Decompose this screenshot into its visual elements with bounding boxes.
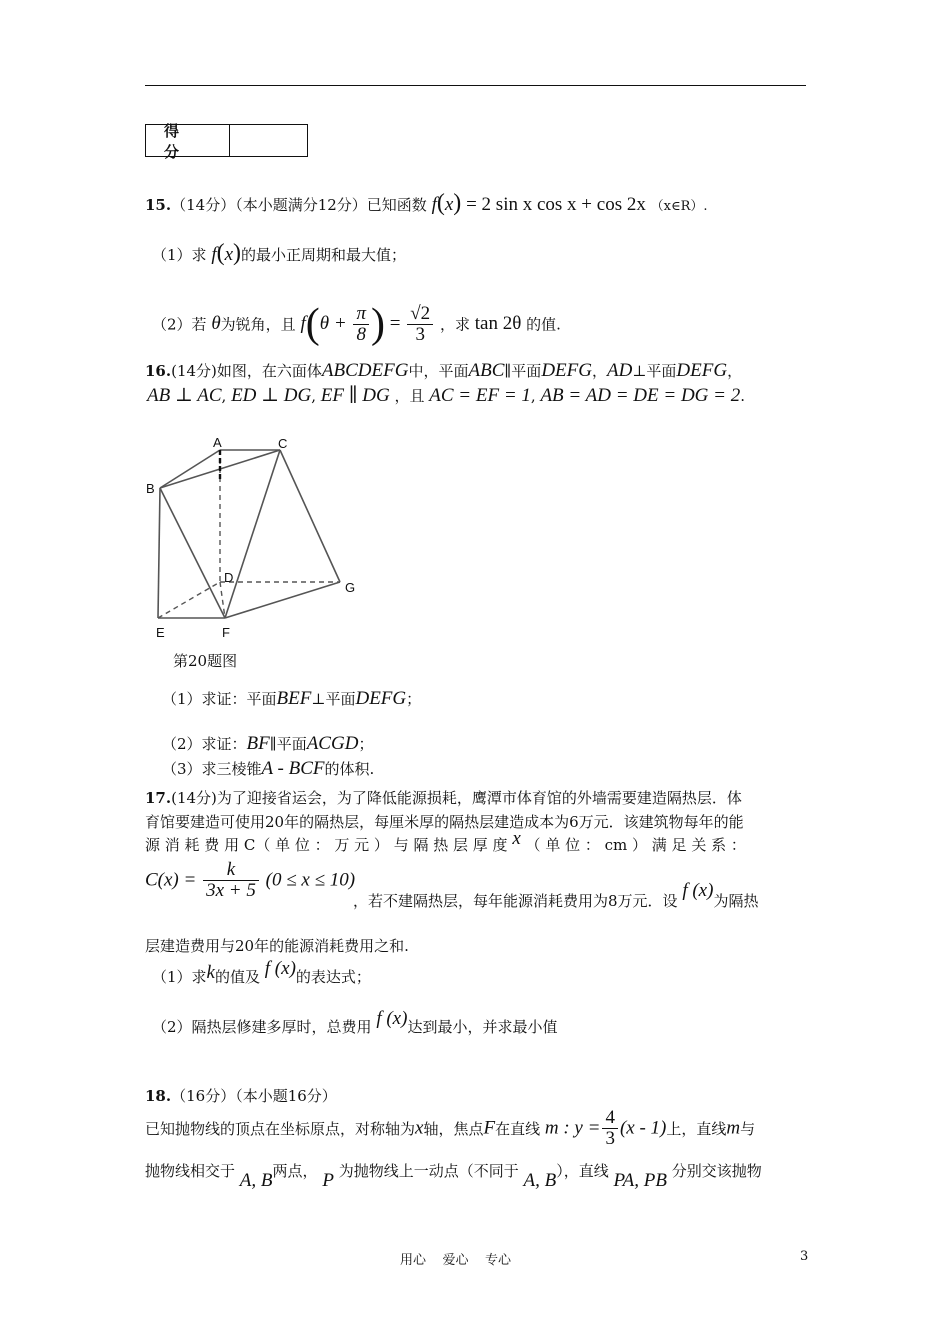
q18-number: 18. <box>145 1087 172 1105</box>
q15-marks: （14分） <box>171 196 236 214</box>
score-box <box>145 121 308 161</box>
q16-number: 16. <box>145 362 172 380</box>
q15-pi: π <box>353 304 369 325</box>
q16-p2-end: ； <box>358 735 374 753</box>
q16-p2-bf: BF <box>246 733 270 754</box>
q18-l1c: 在直线 <box>495 1120 541 1138</box>
q17-number: 17. <box>145 789 172 807</box>
q18-l1d: 上，直线 <box>666 1120 727 1138</box>
q18-l2c: 为抛物线上一动点（不同于 <box>338 1162 519 1180</box>
q15-comma-ask: ，求 <box>439 315 470 334</box>
q16-p1-end: ； <box>406 690 422 708</box>
q17-den: 3x + 5 <box>206 880 256 901</box>
vertex-label-c: C <box>278 436 288 451</box>
q18-papb: PA, PB <box>613 1170 667 1191</box>
q16-parallel: ∥平面 <box>504 362 542 380</box>
q16-eq1: AC = EF = 1 <box>429 385 531 406</box>
q18-l1a: 已知抛物线的顶点在坐标原点，对称轴为 <box>145 1120 416 1138</box>
q18-l1e: 与 <box>740 1120 756 1138</box>
q17-line1: 为了迎接省运会，为了降低能源损耗，鹰潭市体育馆的外墙需要建造隔热层．体 <box>216 789 742 807</box>
q17-cx: C(x) = <box>145 869 197 891</box>
header-rule <box>145 85 806 86</box>
vertex-label-b: B <box>146 481 155 496</box>
q15-domain: （x∈R）. <box>650 199 708 214</box>
q16-p1-prefix: （1）求证：平面 <box>162 690 277 708</box>
q17-marks: (14分) <box>171 789 217 807</box>
q16-defg2: DEFG <box>676 360 728 381</box>
q16-p1-bef: BEF <box>276 688 312 709</box>
q17-p1-fx: f (x) <box>264 958 296 979</box>
q16-eq2: AB = AD = DE = DG = 2 <box>540 385 741 406</box>
q17-p1-mid: 的值及 <box>214 968 260 986</box>
question-16-part-1 <box>162 688 421 710</box>
q18-F: F <box>483 1117 496 1139</box>
page-number: 3 <box>800 1249 809 1264</box>
q18-l2e: 分别交该抛物 <box>671 1162 762 1180</box>
q16-comma2: ， <box>727 362 743 380</box>
q15-theta: θ <box>211 313 221 334</box>
q15-theta-plus: θ + <box>319 313 347 334</box>
q15-p2-suffix: 的值. <box>526 315 561 334</box>
question-15-stem: 15.（14分）（本小题满分12分）已知函数 f(x) = 2 sin x cos x + cos 2x （x∈R）. <box>145 190 708 216</box>
q18-three: 3 <box>605 1128 615 1149</box>
vertex-label-g: G <box>345 580 356 595</box>
q17-line4-end: 为隔热 <box>713 892 759 910</box>
q16-rel1: AB ⊥ AC <box>147 385 222 406</box>
q15-p1-suffix: 的最小正周期和最大值； <box>241 246 407 264</box>
q17-p2-fx: f (x) <box>376 1008 408 1029</box>
q16-comma: ， <box>591 362 607 380</box>
q15-sqrt2: √2 <box>407 304 433 325</box>
question-16-stem-line-2: AB ⊥ AC, ED ⊥ DG, EF ∥ DG ，且 AC = EF = 1, AB = AD = DE = DG = 2. <box>147 385 745 406</box>
q15-tan: tan 2θ <box>474 313 522 334</box>
q17-p1-k: k <box>206 962 215 983</box>
question-15-part-1: （1）求 f(x)的最小正周期和最大值； <box>152 240 407 266</box>
q17-line4: ，若不建隔热层，每年能源消耗费用为8万元．设 <box>353 892 678 910</box>
q17-p2-end: 达到最小，并求最小值 <box>407 1018 558 1036</box>
vertex-label-d: D <box>224 570 234 585</box>
q15-rhs: = 2 sin x cos x + cos 2x <box>466 194 646 215</box>
score-label: 得分 <box>146 125 230 156</box>
q18-l1b: 轴，焦点 <box>423 1120 484 1138</box>
q15-p2-func: f <box>300 313 306 334</box>
question-17-line-4 <box>353 880 759 912</box>
q16-p3-prefix: （3）求三棱锥 <box>162 760 262 778</box>
q17-line3b: （ 单 位 ： cm ） 满 足 关 系 ： <box>525 836 746 854</box>
q18-xm1: (x - 1) <box>619 1117 667 1139</box>
question-17-formula <box>145 860 355 901</box>
question-17-part-2 <box>152 1008 558 1038</box>
q16-defg: DEFG <box>541 360 592 381</box>
q16-solid: ABCDEFG <box>321 360 409 381</box>
q16-rel3: EF ∥ DG <box>320 385 390 406</box>
q16-period: . <box>740 387 745 405</box>
question-18-heading <box>145 1085 337 1106</box>
q16-p1-mid: ⊥平面 <box>311 690 356 708</box>
q18-m: m <box>726 1117 741 1139</box>
q15-p2-prefix: （2）若 <box>152 315 207 334</box>
question-16-part-2 <box>162 733 373 755</box>
q16-perp: ⊥平面 <box>632 362 677 380</box>
q15-p1-prefix: （1）求 <box>152 246 207 264</box>
q16-p3-expr: A - BCF <box>261 758 325 779</box>
q15-number: 15. <box>145 196 172 214</box>
q15-p1-func: f <box>211 244 217 265</box>
q18-four: 4 <box>602 1108 618 1129</box>
question-16-part-3 <box>162 758 374 780</box>
q16-rel2: ED ⊥ DG <box>231 385 312 406</box>
question-18-line-2 <box>145 1160 762 1191</box>
q18-l2a: 抛物线相交于 <box>145 1162 236 1180</box>
q15-eq: = <box>389 313 401 334</box>
q16-p2-mid: ∥平面 <box>269 735 307 753</box>
q17-p2-prefix: （2）隔热层修建多厚时，总费用 <box>152 1018 372 1036</box>
question-17-part-1 <box>152 958 371 988</box>
figure-hidden-edges <box>158 450 340 618</box>
q17-x: x <box>512 828 521 849</box>
q15-eight: 8 <box>356 323 366 345</box>
q16-in-plane: 中，平面 <box>408 362 469 380</box>
figure-solid-edges <box>158 450 340 618</box>
q17-line3a: 源 消 耗 费 用 C（ 单 位 ： 万 元 ） 与 隔 热 层 厚 度 <box>145 836 508 854</box>
question-18-line-1 <box>145 1108 755 1149</box>
q16-marks: (14分) <box>171 362 217 380</box>
q16-p2-acgd: ACGD <box>306 733 359 754</box>
q15-intro: （本小题满分12分）已知函数 <box>235 196 427 214</box>
q16-p3-end: 的体积. <box>324 760 375 778</box>
q18-p: P <box>322 1170 334 1191</box>
q17-p1-prefix: （1）求 <box>152 968 207 986</box>
q15-p1-x: x <box>224 244 234 265</box>
question-16-stem-line-1 <box>145 360 742 382</box>
q18-marks: （16分）（本小题16分） <box>171 1087 337 1105</box>
vertex-label-a: A <box>213 435 222 450</box>
q15-x: x <box>444 194 454 215</box>
q16-intro: 如图，在六面体 <box>216 362 322 380</box>
q18-ab: A, B <box>239 1170 273 1191</box>
figure-caption: 第20题图 <box>173 652 238 670</box>
q15-p2-mid: 为锐角，且 <box>220 315 296 334</box>
vertex-label-f: F <box>222 625 230 640</box>
q18-line-m: m : y = <box>544 1117 601 1139</box>
q15-three: 3 <box>415 323 425 345</box>
q15-func: f <box>431 194 437 215</box>
question-17-line-5: 层建造费用与20年的能源消耗费用之和. <box>145 937 409 955</box>
question-17-line-1 <box>145 787 742 808</box>
score-field[interactable] <box>230 125 307 156</box>
q17-fx: f (x) <box>682 880 714 901</box>
footer-motto: 用心 爱心 专心 <box>400 1253 512 1268</box>
q16-and: ，且 <box>394 387 425 405</box>
vertex-label-e: E <box>156 625 165 640</box>
q16-abc: ABC <box>468 360 505 381</box>
q18-ab2: A, B <box>523 1170 557 1191</box>
q18-l2b: 两点， <box>272 1162 318 1180</box>
hexahedron-figure <box>140 430 380 645</box>
q17-range: (0 ≤ x ≤ 10) <box>265 869 356 891</box>
q18-l2d: ），直线 <box>556 1162 609 1180</box>
q18-x: x <box>415 1117 424 1139</box>
question-17-line-2: 育馆要建造可使用20年的隔热层，每厘米厚的隔热层建造成本为6万元．该建筑物每年的能 <box>145 813 744 831</box>
q17-k: k <box>203 860 259 881</box>
q16-p1-defg: DEFG <box>355 688 407 709</box>
q17-p1-end: 的表达式； <box>295 968 371 986</box>
question-15-part-2: （2）若 θ为锐角，且 f(θ + $\frac{\pi}{8}$ ) = $\frac{√2}{3}$ ，求 tan 2θ 的值. <box>152 301 561 347</box>
question-17-line-3 <box>145 828 746 856</box>
q16-ad: AD <box>606 360 633 381</box>
q16-p2-prefix: （2）求证： <box>162 735 247 753</box>
